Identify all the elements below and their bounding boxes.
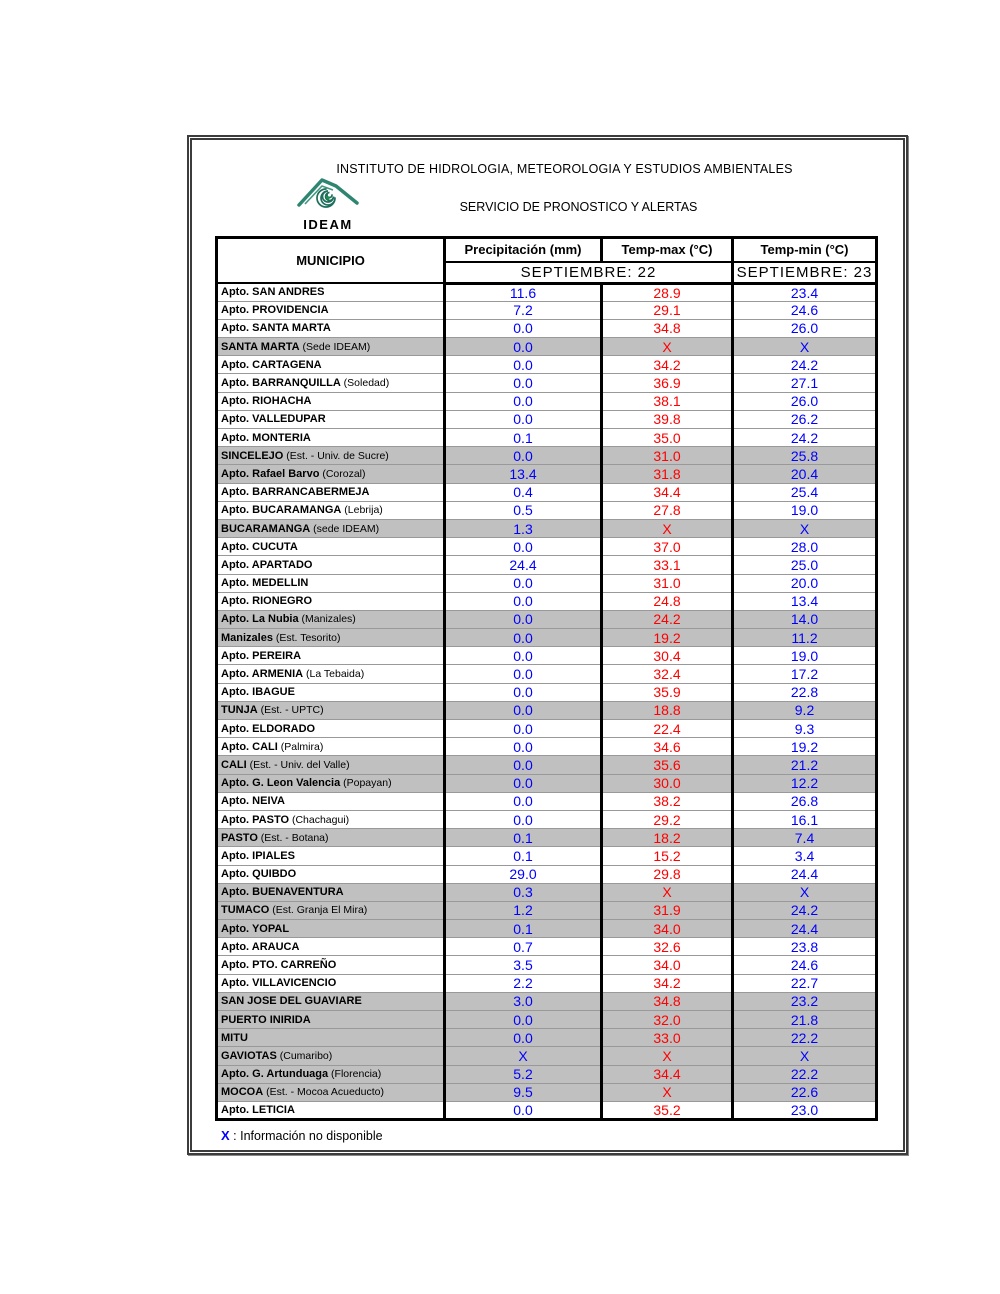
tmin-value: 22.8 (733, 683, 877, 701)
precip-value: 0.1 (445, 847, 602, 865)
tmax-value: 34.6 (602, 738, 733, 756)
bulletin-page (187, 135, 908, 1155)
tmin-value: 27.1 (733, 374, 877, 392)
tmin-value: 12.2 (733, 774, 877, 792)
tmin-value: 24.6 (733, 956, 877, 974)
tmax-value: 34.0 (602, 956, 733, 974)
table-row (217, 956, 877, 974)
tmin-value: 26.2 (733, 410, 877, 428)
tmin-value: 24.2 (733, 429, 877, 447)
precip-value: 13.4 (445, 465, 602, 483)
municipio-cell: Apto. BUCARAMANGA (Lebrija) (217, 501, 445, 519)
municipio-cell: Apto. MONTERIA (217, 429, 445, 447)
tmin-value: 13.4 (733, 592, 877, 610)
tmax-value: 38.1 (602, 392, 733, 410)
tmax-value: 34.0 (602, 920, 733, 938)
tmin-value: 20.4 (733, 465, 877, 483)
tmax-value: X (602, 519, 733, 537)
municipio-cell: Apto. CUCUTA (217, 538, 445, 556)
tmin-value: X (733, 519, 877, 537)
municipio-cell: Apto. La Nubia (Manizales) (217, 610, 445, 628)
municipio-cell: Apto. BUENAVENTURA (217, 883, 445, 901)
footnote-text: : Información no disponible (233, 1129, 383, 1143)
tmin-value: 3.4 (733, 847, 877, 865)
tmin-value: 25.0 (733, 556, 877, 574)
municipio-cell: Apto. NEIVA (217, 792, 445, 810)
precip-value: 0.1 (445, 920, 602, 938)
tmax-value: 31.8 (602, 465, 733, 483)
precip-value: 0.7 (445, 938, 602, 956)
precip-value: 0.0 (445, 592, 602, 610)
tmax-value: 33.1 (602, 556, 733, 574)
precip-value: 0.0 (445, 683, 602, 701)
tmax-value: 31.0 (602, 574, 733, 592)
precip-value: 0.0 (445, 410, 602, 428)
precip-value: 0.0 (445, 338, 602, 356)
tmax-value: 24.2 (602, 610, 733, 628)
municipio-cell: Apto. CARTAGENA (217, 356, 445, 374)
municipio-cell: Apto. PEREIRA (217, 647, 445, 665)
table-row (217, 319, 877, 337)
municipio-cell: MITU (217, 1029, 445, 1047)
municipio-cell: TUNJA (Est. - UPTC) (217, 701, 445, 719)
tmax-value: 30.4 (602, 647, 733, 665)
precip-value: 24.4 (445, 556, 602, 574)
table-row (217, 410, 877, 428)
table-row (217, 447, 877, 465)
municipio-cell: Apto. SANTA MARTA (217, 319, 445, 337)
municipio-cell: SANTA MARTA (Sede IDEAM) (217, 338, 445, 356)
tmin-value: X (733, 338, 877, 356)
tmin-value: X (733, 1047, 877, 1065)
table-row (217, 574, 877, 592)
table-row (217, 283, 877, 301)
tmax-value: 36.9 (602, 374, 733, 392)
tmax-value: 34.2 (602, 356, 733, 374)
table-row (217, 974, 877, 992)
tmin-value: 19.0 (733, 647, 877, 665)
table-row (217, 501, 877, 519)
tmax-value: 18.8 (602, 701, 733, 719)
tmax-value: 24.8 (602, 592, 733, 610)
tmin-value: 26.0 (733, 392, 877, 410)
tmin-value: 14.0 (733, 610, 877, 628)
table-row (217, 301, 877, 319)
precip-value: 0.0 (445, 374, 602, 392)
municipio-cell: MOCOA (Est. - Mocoa Acueducto) (217, 1083, 445, 1101)
weather-table-wrap (215, 236, 875, 1121)
table-row (217, 774, 877, 792)
table-body (217, 283, 877, 1120)
precip-value: 0.0 (445, 392, 602, 410)
municipio-cell: Apto. SAN ANDRES (217, 283, 445, 301)
tmin-value: 9.2 (733, 701, 877, 719)
tmin-value: 21.8 (733, 1011, 877, 1029)
tmin-value: 24.2 (733, 356, 877, 374)
tmax-value: 39.8 (602, 410, 733, 428)
precip-value: 9.5 (445, 1083, 602, 1101)
precip-value: 0.1 (445, 829, 602, 847)
municipio-cell: Apto. PASTO (Chachagui) (217, 810, 445, 828)
tmax-value: 29.2 (602, 810, 733, 828)
table-row (217, 556, 877, 574)
table-row (217, 1047, 877, 1065)
table-row (217, 374, 877, 392)
tmin-value: 24.6 (733, 301, 877, 319)
municipio-cell: Apto. APARTADO (217, 556, 445, 574)
tmin-value: 17.2 (733, 665, 877, 683)
table-row (217, 1029, 877, 1047)
tmin-value: 24.4 (733, 865, 877, 883)
tmax-value: X (602, 1047, 733, 1065)
table-row (217, 592, 877, 610)
tmax-value: 35.6 (602, 756, 733, 774)
tmax-value: X (602, 1083, 733, 1101)
precip-value: 0.4 (445, 483, 602, 501)
municipio-cell: TUMACO (Est. Granja El Mira) (217, 901, 445, 919)
precip-value: 0.0 (445, 629, 602, 647)
precip-value: 0.0 (445, 792, 602, 810)
tmax-value: 34.8 (602, 319, 733, 337)
tmax-value: 30.0 (602, 774, 733, 792)
col-header-temp-max: Temp-max (°C) (602, 238, 733, 262)
table-row (217, 519, 877, 537)
municipio-cell: Apto. YOPAL (217, 920, 445, 938)
table-row (217, 629, 877, 647)
precip-value: 5.2 (445, 1065, 602, 1083)
tmin-value: 11.2 (733, 629, 877, 647)
municipio-cell: SINCELEJO (Est. - Univ. de Sucre) (217, 447, 445, 465)
municipio-cell: Apto. VALLEDUPAR (217, 410, 445, 428)
municipio-cell: Apto. G. Leon Valencia (Popayan) (217, 774, 445, 792)
precip-value: 3.5 (445, 956, 602, 974)
tmax-value: 28.9 (602, 283, 733, 301)
table-row (217, 1065, 877, 1083)
precip-value: 3.0 (445, 992, 602, 1010)
precip-value: 0.0 (445, 1029, 602, 1047)
tmax-value: 37.0 (602, 538, 733, 556)
tmax-value: 18.2 (602, 829, 733, 847)
tmax-value: 22.4 (602, 720, 733, 738)
footnote-symbol: X (221, 1128, 230, 1143)
precip-value: 0.0 (445, 1011, 602, 1029)
tmin-value: 21.2 (733, 756, 877, 774)
tmax-value: 15.2 (602, 847, 733, 865)
table-row (217, 392, 877, 410)
col-header-temp-min: Temp-min (°C) (733, 238, 877, 262)
precip-value: 1.3 (445, 519, 602, 537)
precip-value: 0.0 (445, 538, 602, 556)
tmax-value: 34.2 (602, 974, 733, 992)
precip-value: 0.0 (445, 1101, 602, 1119)
tmin-value: 23.4 (733, 283, 877, 301)
table-row (217, 756, 877, 774)
table-row (217, 738, 877, 756)
municipio-cell: CALI (Est. - Univ. del Valle) (217, 756, 445, 774)
precip-value: 0.0 (445, 810, 602, 828)
table-row (217, 465, 877, 483)
tmax-value: 31.9 (602, 901, 733, 919)
precip-value: 0.0 (445, 720, 602, 738)
precip-value: 0.0 (445, 647, 602, 665)
municipio-cell: Apto. Rafael Barvo (Corozal) (217, 465, 445, 483)
table-row (217, 792, 877, 810)
tmax-value: 19.2 (602, 629, 733, 647)
tmax-value: 33.0 (602, 1029, 733, 1047)
tmin-value: 22.2 (733, 1065, 877, 1083)
precip-value: 2.2 (445, 974, 602, 992)
table-row (217, 647, 877, 665)
tmin-value: 28.0 (733, 538, 877, 556)
municipio-cell: Apto. VILLAVICENCIO (217, 974, 445, 992)
municipio-cell: Apto. LETICIA (221, 1104, 295, 1117)
tmin-value: 26.0 (733, 319, 877, 337)
table-row (217, 847, 877, 865)
tmin-value: 22.6 (733, 1083, 877, 1101)
tmax-value: 31.0 (602, 447, 733, 465)
table-row (217, 720, 877, 738)
tmax-value: X (602, 338, 733, 356)
tmin-value: 23.0 (733, 1101, 877, 1119)
municipio-cell: Apto. CALI (Palmira) (217, 738, 445, 756)
municipio-cell: GAVIOTAS (Cumaribo) (217, 1047, 445, 1065)
precip-value: 0.0 (445, 774, 602, 792)
municipio-cell: Apto. BARRANQUILLA (Soledad) (217, 374, 445, 392)
table-row (217, 901, 877, 919)
table-row (217, 338, 877, 356)
tmin-value: 23.8 (733, 938, 877, 956)
tmax-value: 35.2 (602, 1101, 733, 1119)
tmin-value: 24.4 (733, 920, 877, 938)
tmax-value: 29.8 (602, 865, 733, 883)
subheader-date-22: SEPTIEMBRE: 22 (445, 262, 733, 284)
municipio-cell: Apto. G. Artunduaga (Florencia) (217, 1065, 445, 1083)
municipio-cell: PUERTO INIRIDA (217, 1011, 445, 1029)
subheader-date-23: SEPTIEMBRE: 23 (733, 262, 877, 284)
col-header-precipitacion: Precipitación (mm) (445, 238, 602, 262)
table-row (217, 683, 877, 701)
header-row (217, 238, 877, 262)
municipio-cell: Manizales (Est. Tesorito) (217, 629, 445, 647)
municipio-cell: Apto. QUIBDO (217, 865, 445, 883)
precip-value: 11.6 (445, 283, 602, 301)
municipio-cell: PASTO (Est. - Botana) (217, 829, 445, 847)
precip-value: 0.0 (445, 356, 602, 374)
tmax-value: 34.4 (602, 483, 733, 501)
precip-value: 0.0 (445, 665, 602, 683)
municipio-cell: Apto. IBAGUE (217, 683, 445, 701)
municipio-cell: BUCARAMANGA (sede IDEAM) (217, 519, 445, 537)
municipio-cell: Apto. ELDORADO (217, 720, 445, 738)
precip-value: 1.2 (445, 901, 602, 919)
precip-value: 0.1 (445, 429, 602, 447)
table-row (217, 810, 877, 828)
tmin-value: 22.7 (733, 974, 877, 992)
table-row (217, 356, 877, 374)
municipio-cell: Apto. MEDELLIN (217, 574, 445, 592)
table-row (217, 883, 877, 901)
precip-value: 0.0 (445, 319, 602, 337)
tmax-value: 32.6 (602, 938, 733, 956)
table-row (217, 992, 877, 1010)
tmin-value: 25.4 (733, 483, 877, 501)
table-row (217, 538, 877, 556)
tmax-value: 34.4 (602, 1065, 733, 1083)
municipio-cell: Apto. IPIALES (217, 847, 445, 865)
municipio-cell: SAN JOSE DEL GUAVIARE (217, 992, 445, 1010)
table-row (217, 1101, 877, 1119)
tmin-value: 9.3 (733, 720, 877, 738)
precip-value: 0.0 (445, 701, 602, 719)
table-row (217, 665, 877, 683)
precip-value: 29.0 (445, 865, 602, 883)
municipio-cell: Apto. RIONEGRO (217, 592, 445, 610)
tmin-value: 23.2 (733, 992, 877, 1010)
municipio-cell: Apto. RIOHACHA (217, 392, 445, 410)
table-row (217, 1083, 877, 1101)
tmax-value: 27.8 (602, 501, 733, 519)
tmin-value: 19.2 (733, 738, 877, 756)
table-row (217, 610, 877, 628)
tmin-value: 26.8 (733, 792, 877, 810)
ideam-logo-text: IDEAM (303, 217, 353, 232)
footnote (221, 1128, 383, 1143)
service-title: SERVICIO DE PRONOSTICO Y ALERTAS (459, 200, 698, 214)
municipio-cell: Apto. BARRANCABERMEJA (217, 483, 445, 501)
tmax-value: 29.1 (602, 301, 733, 319)
precip-value: X (445, 1047, 602, 1065)
table-row (217, 920, 877, 938)
tmax-value: 34.8 (602, 992, 733, 1010)
tmin-value: 20.0 (733, 574, 877, 592)
municipio-cell: Apto. ARAUCA (217, 938, 445, 956)
tmin-value: 19.0 (733, 501, 877, 519)
precip-value: 7.2 (445, 301, 602, 319)
precip-value: 0.0 (445, 574, 602, 592)
tmin-value: 24.2 (733, 901, 877, 919)
tmax-value: 38.2 (602, 792, 733, 810)
tmin-value: 7.4 (733, 829, 877, 847)
table-row (217, 701, 877, 719)
institute-title: INSTITUTO DE HIDROLOGIA, METEOROLOGIA Y ESTUDIOS AMBIENTALES (336, 162, 793, 176)
tmax-value: 35.9 (602, 683, 733, 701)
table-row (217, 429, 877, 447)
tmin-value: 22.2 (733, 1029, 877, 1047)
tmin-value: 16.1 (733, 810, 877, 828)
precip-value: 0.0 (445, 738, 602, 756)
col-header-municipio: MUNICIPIO (217, 238, 445, 284)
tmin-value: X (733, 883, 877, 901)
municipio-cell: Apto. PTO. CARREÑO (217, 956, 445, 974)
weather-table (215, 236, 878, 1121)
tmax-value: 32.4 (602, 665, 733, 683)
table-row (217, 938, 877, 956)
precip-value: 0.0 (445, 447, 602, 465)
precip-value: 0.0 (445, 610, 602, 628)
table-row (217, 1011, 877, 1029)
municipio-cell: Apto. PROVIDENCIA (217, 301, 445, 319)
precip-value: 0.0 (445, 756, 602, 774)
table-row (217, 829, 877, 847)
tmax-value: 35.0 (602, 429, 733, 447)
tmax-value: X (602, 883, 733, 901)
tmin-value: 25.8 (733, 447, 877, 465)
table-row (217, 865, 877, 883)
municipio-cell: Apto. ARMENIA (La Tebaida) (217, 665, 445, 683)
tmax-value: 32.0 (602, 1011, 733, 1029)
table-row (217, 483, 877, 501)
precip-value: 0.5 (445, 501, 602, 519)
precip-value: 0.3 (445, 883, 602, 901)
